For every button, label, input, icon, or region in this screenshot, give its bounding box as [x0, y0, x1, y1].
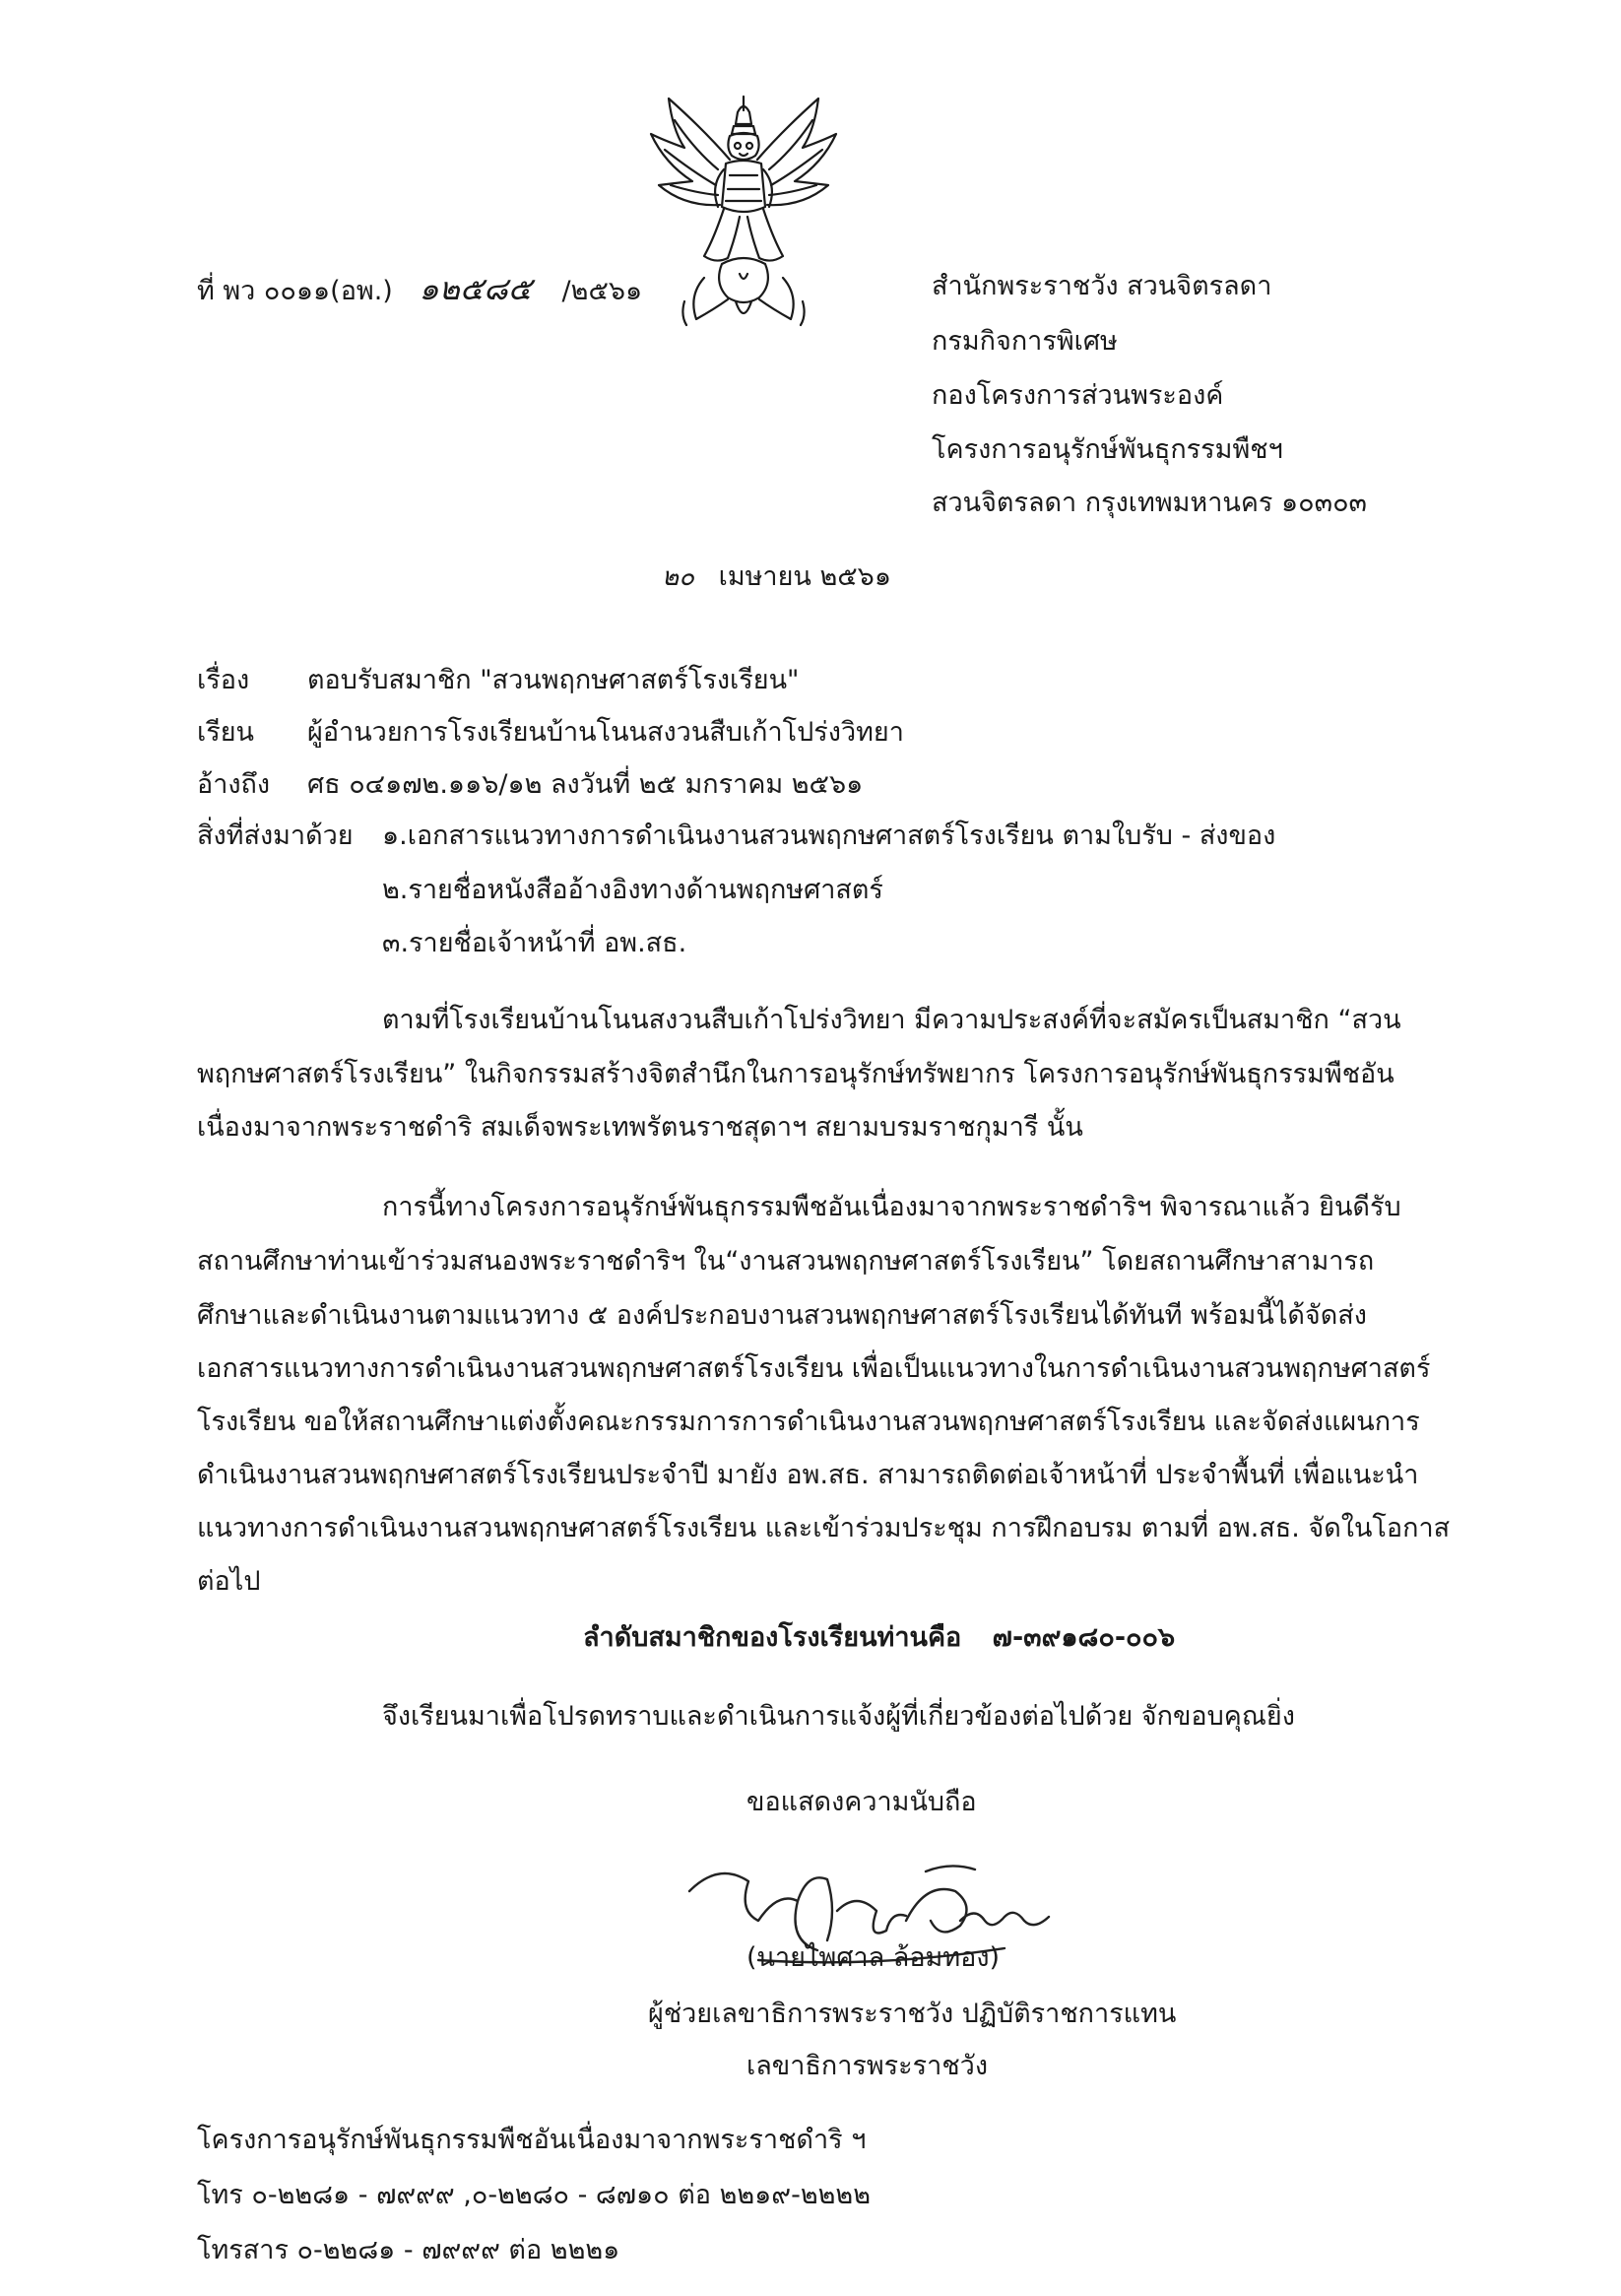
enclosure-item-2: ๒.รายชื่อหนังสืออ้างอิงทางด้านพฤกษศาสตร์ — [382, 875, 883, 905]
paragraph-line: ต่อไป — [197, 1566, 261, 1597]
footer-office: โครงการอนุรักษ์พันธุกรรมพืชอันเนื่องมาจากพระราชดำริ ฯ — [197, 2125, 867, 2155]
paragraph-line: แนวทางการดำเนินงานสวนพฤกษศาสตร์โรงเรียน และเข้าร่วมประชุม การฝึกอบรม ตามที่ อพ.สธ. จัดในโอกาส — [197, 1513, 1451, 1543]
letter-date — [662, 555, 891, 597]
paragraph-line: เอกสารแนวทางการดำเนินงานสวนพฤกษศาสตร์โรงเรียน เพื่อเป็นแนวทางในการดำเนินงานสวนพฤกษศาสตร์ — [197, 1353, 1431, 1384]
signatory-name: (นายไพศาล ล้อมทอง) — [746, 1942, 1001, 1973]
enclosure-label: สิ่งที่ส่งมาด้วย — [197, 820, 354, 851]
reference-label: อ้างถึง — [197, 769, 271, 800]
paragraph-line: ตามที่โรงเรียนบ้านโนนสงวนสืบเก้าโปร่งวิทยา มีความประสงค์ที่จะสมัครเป็นสมาชิก “สวน — [382, 1005, 1401, 1035]
enclosure-item-3: ๓.รายชื่อเจ้าหน้าที่ อพ.สธ. — [382, 928, 687, 958]
garuda-emblem — [645, 91, 842, 332]
enclosure-item-1: ๑.เอกสารแนวทางการดำเนินงานสวนพฤกษศาสตร์โรงเรียน ตามใบรับ - ส่งของ — [382, 820, 1276, 851]
membership-number: ๗-๓๙๑๘๐-๐๐๖ — [992, 1622, 1176, 1653]
paragraph-line: ศึกษาและดำเนินงานตามแนวทาง ๕ องค์ประกอบงานสวนพฤกษศาสตร์โรงเรียนได้ทันที พร้อมนี้ได้จัดส่ง — [197, 1300, 1367, 1331]
reference-line — [197, 264, 642, 314]
footer-fax: โทรสาร ๐-๒๒๘๑ - ๗๙๙๙ ต่อ ๒๒๒๑ — [197, 2235, 620, 2265]
membership-line — [583, 1615, 1175, 1658]
paragraph-line: พฤกษศาสตร์โรงเรียน” ในกิจกรรมสร้างจิตสำนึกในการอนุรักษ์ทรัพยากร โครงการอนุรักษ์พันธุกรรมพืชอัน — [197, 1059, 1394, 1089]
subject-text: ตอบรับสมาชิก "สวนพฤกษศาสตร์โรงเรียน" — [307, 665, 800, 695]
paragraph-line: การนี้ทางโครงการอนุรักษ์พันธุกรรมพืชอันเนื่องมาจากพระราชดำริฯ พิจารณาแล้ว ยินดีรับ — [382, 1192, 1401, 1222]
paragraph-line: โรงเรียน ขอให้สถานศึกษาแต่งตั้งคณะกรรมการการดำเนินงานสวนพฤกษศาสตร์โรงเรียน และจัดส่งแผนการ — [197, 1407, 1420, 1437]
reference-number: ๑๒๕๘๕ — [419, 270, 532, 307]
regards-text: ขอแสดงความนับถือ — [746, 1787, 977, 1817]
reference-text: ศธ ๐๔๑๗๒.๑๑๖/๑๒ ลงวันที่ ๒๕ มกราคม ๒๕๖๑ — [307, 769, 864, 800]
sender-line-2: กรมกิจการพิเศษ — [932, 326, 1118, 357]
reference-prefix: ที่ พว ๐๐๑๑(อพ.) — [197, 276, 393, 306]
reference-year: /๒๕๖๑ — [561, 276, 643, 306]
footer-tel: โทร ๐-๒๒๘๑ - ๗๙๙๙ ,๐-๒๒๘๐ - ๘๗๑๐ ต่อ ๒๒๑๙-๒๒๒๒ — [197, 2180, 872, 2210]
sender-line-4: โครงการอนุรักษ์พันธุกรรมพืชฯ — [932, 434, 1283, 465]
date-day: ๒๐ — [662, 562, 695, 592]
sender-line-5: สวนจิตรลดา กรุงเทพมหานคร ๑๐๓๐๓ — [932, 488, 1368, 518]
paragraph-line: สถานศึกษาท่านเข้าร่วมสนองพระราชดำริฯ ใน“งานสวนพฤกษศาสตร์โรงเรียน” โดยสถานศึกษาสามารถ — [197, 1246, 1375, 1277]
paragraph-line: เนื่องมาจากพระราชดำริ สมเด็จพระเทพรัตนราชสุดาฯ สยามบรมราชกุมารี นั้น — [197, 1112, 1083, 1143]
paragraph-line: ดำเนินงานสวนพฤกษศาสตร์โรงเรียนประจำปี มายัง อพ.สธ. สามารถติดต่อเจ้าหน้าที่ ประจำพื้นที่ เพื่อแนะนำ — [197, 1460, 1419, 1490]
closing-sentence: จึงเรียนมาเพื่อโปรดทราบและดำเนินการแจ้งผู้ที่เกี่ยวข้องต่อไปด้วย จักขอบคุณยิ่ง — [382, 1701, 1295, 1732]
to-label: เรียน — [197, 717, 255, 748]
subject-label: เรื่อง — [197, 665, 250, 695]
sender-line-3: กองโครงการส่วนพระองค์ — [932, 380, 1224, 411]
signatory-title-1: ผู้ช่วยเลขาธิการพระราชวัง ปฏิบัติราชการแทน — [648, 1999, 1177, 2029]
sender-line-1: สำนักพระราชวัง สวนจิตรลดา — [932, 271, 1272, 301]
membership-label: ลำดับสมาชิกของโรงเรียนท่านคือ — [583, 1622, 962, 1653]
date-month-year: เมษายน ๒๕๖๑ — [718, 561, 891, 592]
to-text: ผู้อำนวยการโรงเรียนบ้านโนนสงวนสืบเก้าโปร่งวิทยา — [307, 717, 904, 748]
signatory-title-2: เลขาธิการพระราชวัง — [746, 2051, 989, 2081]
